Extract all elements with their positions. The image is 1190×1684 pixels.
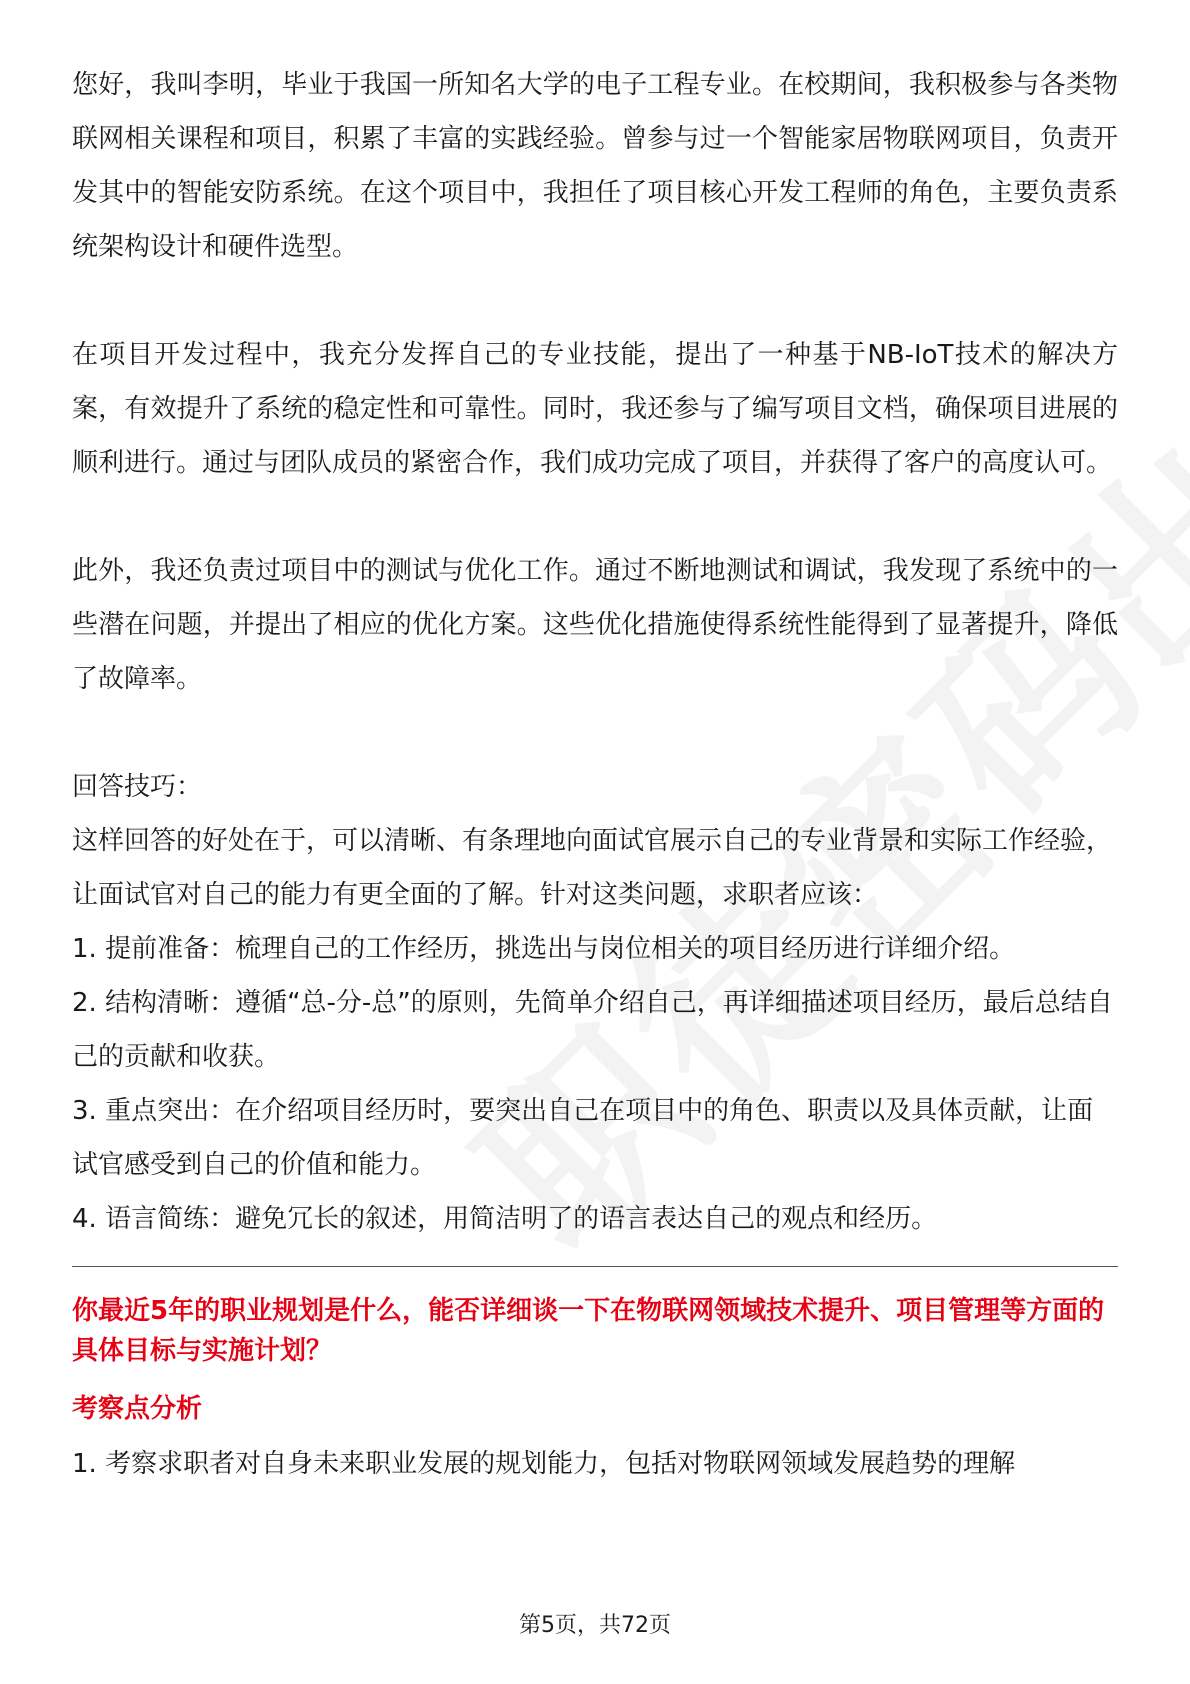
tips-item: 3. 重点突出：在介绍项目经历时，要突出自己在项目中的角色、职责以及具体贡献，让面试官感受到自己的价值和能力。 bbox=[72, 1096, 1094, 1180]
interview-question: 你最近5年的职业规划是什么，能否详细谈一下在物联网领域技术提升、项目管理等方面的具体目标与实施计划？ bbox=[72, 1296, 1105, 1366]
paragraph-development: 在项目开发过程中，我充分发挥自己的专业技能，提出了一种基于NB-IoT技术的解决方案，有效提升了系统的稳定性和可靠性。同时，我还参与了编写项目文档，确保项目进展的顺利进行。通过与团队成员的紧密合作，我们成功完成了项目，并获得了客户的高度认可。 bbox=[72, 340, 1118, 478]
page-number: 第5页，共72页 bbox=[519, 1613, 671, 1638]
tips-item: 4. 语言简练：避免冗长的叙述，用简洁明了的语言表达自己的观点和经历。 bbox=[72, 1204, 938, 1234]
tips-intro: 这样回答的好处在于，可以清晰、有条理地向面试官展示自己的专业背景和实际工作经验，让面试官对自己的能力有更全面的了解。针对这类问题，求职者应该： bbox=[72, 826, 1113, 910]
section-divider bbox=[72, 1266, 1118, 1267]
tips-item: 1. 提前准备：梳理自己的工作经历，挑选出与岗位相关的项目经历进行详细介绍。 bbox=[72, 934, 1016, 964]
spacer bbox=[72, 274, 1118, 328]
analysis-title: 考察点分析 bbox=[72, 1394, 203, 1424]
tips-heading: 回答技巧： bbox=[72, 772, 203, 802]
paragraph-testing: 此外，我还负责过项目中的测试与优化工作。通过不断地测试和调试，我发现了系统中的一些潜在问题，并提出了相应的优化方案。这些优化措施使得系统性能得到了显著提升，降低了故障率。 bbox=[72, 556, 1118, 694]
paragraph-intro: 您好，我叫李明，毕业于我国一所知名大学的电子工程专业。在校期间，我积极参与各类物联网相关课程和项目，积累了丰富的实践经验。曾参与过一个智能家居物联网项目，负责开发其中的智能安防系统。在这个项目中，我担任了项目核心开发工程师的角色，主要负责系统架构设计和硬件选型。 bbox=[72, 70, 1118, 262]
analysis-item: 1. 考察求职者对自身未来职业发展的规划能力，包括对物联网领域发展趋势的理解 bbox=[72, 1449, 1016, 1479]
page-content bbox=[72, 58, 1118, 1491]
spacer bbox=[72, 706, 1118, 760]
spacer bbox=[72, 490, 1118, 544]
tips-item: 2. 结构清晰：遵循“总-分-总”的原则，先简单介绍自己，再详细描述项目经历，最后总结自己的贡献和收获。 bbox=[72, 988, 1113, 1072]
